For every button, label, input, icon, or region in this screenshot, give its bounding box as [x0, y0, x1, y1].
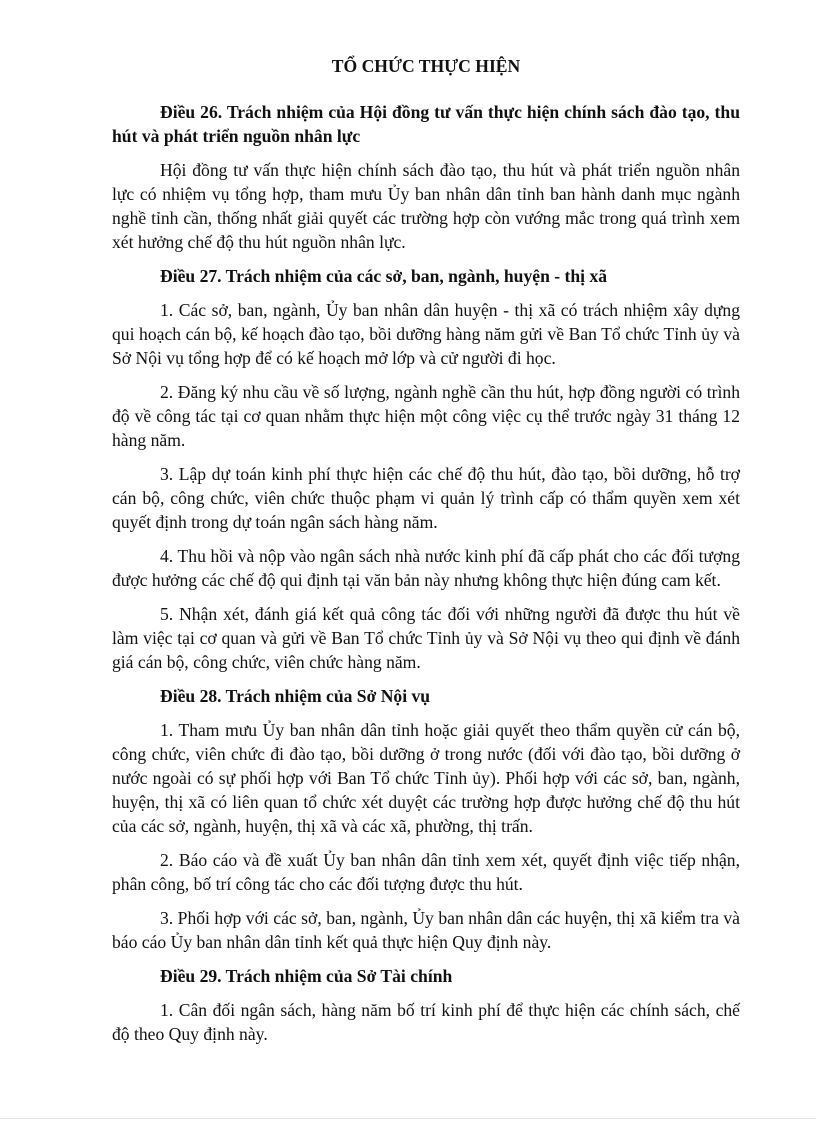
section-title: TỔ CHỨC THỰC HIỆN	[331, 56, 521, 76]
article-28-item-2: 2. Báo cáo và đề xuất Ủy ban nhân dân tỉnh xem xét, quyết định việc tiếp nhận, phân công, bố trí công tác cho các đối tượng được thu hút.	[112, 850, 740, 894]
article-27-item-1: 1. Các sở, ban, ngành, Ủy ban nhân dân huyện - thị xã có trách nhiệm xây dựng qui hoạch cán bộ, kế hoạch đào tạo, bồi dưỡng hàng năm gửi về Ban Tổ chức Tỉnh ủy và Sở Nội vụ tổng hợp để có kế hoạch mở lớp và cử người đi học.	[112, 300, 740, 368]
article-27-item-4: 4. Thu hồi và nộp vào ngân sách nhà nước kinh phí đã cấp phát cho các đối tượng được hưởng các chế độ qui định tại văn bản này nhưng không thực hiện đúng cam kết.	[112, 546, 740, 590]
article-26-heading: Điều 26. Trách nhiệm của Hội đồng tư vấn thực hiện chính sách đào tạo, thu hút và phát triển nguồn nhân lực	[112, 102, 740, 146]
article-28-heading: Điều 28. Trách nhiệm của Sở Nội vụ	[160, 686, 431, 706]
article-29-item-1: 1. Cân đối ngân sách, hàng năm bố trí kinh phí để thực hiện các chính sách, chế độ theo Quy định này.	[112, 1000, 740, 1044]
article-29-heading: Điều 29. Trách nhiệm của Sở Tài chính	[160, 966, 453, 986]
article-27-item-2: 2. Đăng ký nhu cầu về số lượng, ngành nghề cần thu hút, hợp đồng người có trình độ về công tác tại cơ quan nhằm thực hiện một công việc cụ thể trước ngày 31 tháng 12 hàng năm.	[112, 382, 740, 450]
document-page	[112, 48, 740, 1056]
article-27-item-5: 5. Nhận xét, đánh giá kết quả công tác đối với những người đã được thu hút về làm việc tại cơ quan và gửi về Ban Tổ chức Tỉnh ủy và Sở Nội vụ theo qui định về đánh giá cán bộ, công chức, viên chức hàng năm.	[112, 604, 740, 672]
article-28-item-1: 1. Tham mưu Ủy ban nhân dân tỉnh hoặc giải quyết theo thẩm quyền cử cán bộ, công chức, viên chức đi đào tạo, bồi dưỡng ở trong nước (đối với đào tạo, bồi dưỡng ở nước ngoài có sự phối hợp với Ban Tổ chức Tỉnh ủy). Phối hợp với các sở, ban, ngành, huyện, thị xã có liên quan tổ chức xét duyệt các trường hợp được hưởng chế độ thu hút của các sở, ngành, huyện, thị xã và các xã, phường, thị trấn.	[112, 720, 740, 836]
article-28-item-3: 3. Phối hợp với các sở, ban, ngành, Ủy ban nhân dân các huyện, thị xã kiểm tra và báo cáo Ủy ban nhân dân tỉnh kết quả thực hiện Quy định này.	[112, 908, 740, 952]
article-27-item-3: 3. Lập dự toán kinh phí thực hiện các chế độ thu hút, đào tạo, bồi dưỡng, hỗ trợ cán bộ, công chức, viên chức thuộc phạm vi quản lý trình cấp có thẩm quyền xem xét quyết định trong dự toán ngân sách hàng năm.	[112, 464, 740, 532]
article-27-heading: Điều 27. Trách nhiệm của các sở, ban, ngành, huyện - thị xã	[160, 266, 608, 286]
article-26-paragraph: Hội đồng tư vấn thực hiện chính sách đào tạo, thu hút và phát triển nguồn nhân lực có nhiệm vụ tổng hợp, tham mưu Ủy ban nhân dân tỉnh ban hành danh mục ngành nghề tỉnh cần, thống nhất giải quyết các trường hợp còn vướng mắc trong quá trình xem xét hưởng chế độ thu hút nguồn nhân lực.	[112, 160, 740, 252]
page-bottom-divider	[0, 1118, 816, 1119]
